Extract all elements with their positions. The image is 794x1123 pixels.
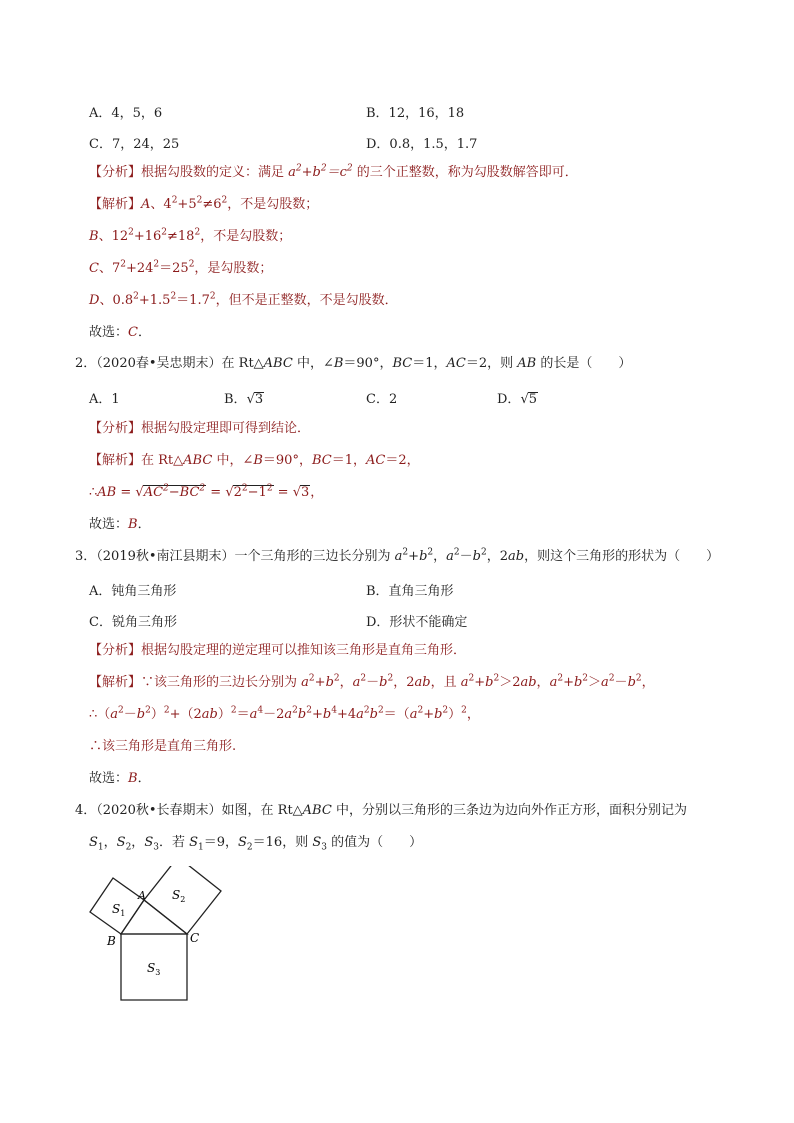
solution-tag: 【解析】 — [89, 197, 142, 212]
q3-option-c: C．锐角三角形 — [89, 615, 177, 630]
q3-answer: 故选：B． — [89, 771, 151, 786]
analysis-tag: 【分析】 — [89, 421, 142, 436]
analysis-tag: 【分析】 — [89, 643, 142, 658]
q1-analysis-pre: 根据勾股数的定义：满足 — [141, 165, 289, 180]
q3-option-d: D．形状不能确定 — [366, 615, 468, 630]
q2-analysis-text: 根据勾股定理即可得到结论． — [141, 421, 311, 436]
q1-analysis-formula: $a^2+b^2=c^2$ — [288, 163, 353, 180]
q2-analysis — [89, 420, 310, 438]
q3-option-b: B．直角三角形 — [366, 584, 454, 599]
q3-step3: ∴该三角形是直角三角形. — [89, 739, 237, 754]
q2-option-a: A．1 — [89, 392, 120, 407]
triangle-abc — [121, 900, 187, 934]
label-a: A — [138, 889, 146, 902]
solution-tag: 【解析】 — [89, 675, 142, 690]
q4-stem-line2: $S_1$，$S_2$，$S_3$．若 $S_1=9$，$S_2=16$，则 $S_3$ 的值为（ ） — [89, 835, 423, 853]
q2-stem: 2．（2020春•吴忠期末）在 Rt△ABC 中，∠B＝90°，BC＝1，AC＝2，则 AB 的长是（ ） — [75, 356, 632, 371]
solution-tag: 【解析】 — [89, 453, 142, 468]
q2-answer: 故选：B． — [89, 517, 151, 532]
q1-analysis — [89, 164, 578, 182]
label-s2: $S_2$ — [172, 888, 186, 904]
label-b: B — [107, 934, 116, 948]
q3-analysis-text: 根据勾股定理的逆定理可以推知该三角形是直角三角形． — [141, 643, 467, 658]
q1-option-b: B．12，16，18 — [366, 106, 465, 121]
label-s3: $S_3$ — [147, 961, 161, 977]
q3-step2: $\therefore(a^2-b^2)^2+(2ab)^2=a^4-2a^2b^2+b^4+4a^2b^2=(a^2+b^2)^2$， — [89, 705, 480, 722]
q1-option-c: C．7，24，25 — [89, 137, 180, 152]
q1-answer: 故选：C． — [89, 325, 151, 340]
q3-solution: 【解析】∵该三角形的三边长分别为 $a^2+b^2$，$a^2-b^2$，2ab，且 $a^2+b^2>2ab$，$a^2+b^2>a^2-b^2$， — [89, 673, 655, 690]
q4-stem-line1: 4．（2020秋•长春期末）如图，在 Rt△ABC 中，分别以三角形的三条边为边向外作正方形，面积分别记为 — [75, 803, 687, 818]
q2-option-d: D．√5 — [497, 392, 538, 407]
q1-solution-c: C、$7^2+24^2=25^2$，是勾股数； — [89, 259, 273, 276]
pythagoras-squares-figure — [80, 866, 250, 1006]
analysis-tag: 【分析】 — [89, 165, 142, 180]
q1-solution-d: D、$0.8^2+1.5^2=1.7^2$，但不是正整数，不是勾股数． — [89, 291, 398, 308]
q3-option-a: A．钝角三角形 — [89, 584, 177, 599]
q2-option-b: B．√3 — [224, 392, 264, 407]
q2-formula: ∴AB = $√AC^2-BC^2 = √2^2-1^2 = √3$， — [89, 483, 324, 500]
q1-solution-b: B、$12^2+16^2\ne 18^2$，不是勾股数； — [89, 227, 292, 244]
q1-option-d: D．0.8，1.5，1.7 — [366, 137, 478, 152]
q1-option-a: A．4，5，6 — [89, 106, 163, 121]
q3-analysis — [89, 642, 466, 660]
q2-option-c: C．2 — [366, 392, 398, 407]
q3-stem: 3．（2019秋•南江县期末）一个三角形的三边长分别为 $a^2+b^2$，$a^2-b^2$，2ab，则这个三角形的形状为（ ） — [75, 547, 720, 564]
label-c: C — [190, 931, 200, 945]
q2-solution: 【解析】在 Rt△ABC 中，∠B＝90°，BC＝1，AC＝2， — [89, 453, 420, 468]
q1-analysis-post: 的三个正整数，称为勾股数解答即可． — [352, 165, 578, 180]
label-s1: $S_1$ — [112, 902, 126, 918]
q1-solution-a: 【解析】A、$4^2+5^2\ne 6^2$，不是勾股数； — [89, 195, 319, 212]
